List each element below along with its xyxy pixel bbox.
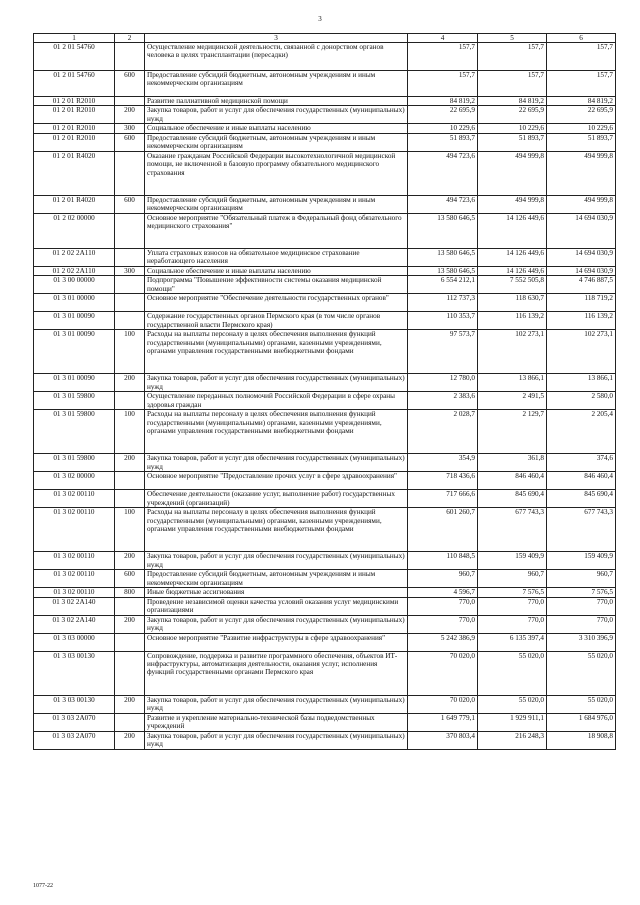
row-amount-year1: 10 229,6 [408, 124, 478, 133]
row-code: 01 3 02 00110 [34, 552, 115, 570]
row-code: 01 2 01 54760 [34, 71, 115, 97]
row-amount-year1: 97 573,7 [408, 330, 478, 374]
row-amount-year2: 22 695,9 [478, 106, 547, 124]
row-amount-year2: 10 229,6 [478, 124, 547, 133]
row-amount-year3: 770,0 [547, 597, 616, 615]
row-name: Уплата страховых взносов на обязательное медицинское страхование неработающего населения [145, 248, 408, 266]
row-code: 01 3 02 2А140 [34, 615, 115, 633]
table-body [34, 43, 616, 750]
table-row [34, 276, 616, 294]
row-expense-type [115, 43, 145, 71]
row-name: Основное мероприятие "Развитие инфраструктуры в сфере здравоохранения" [145, 633, 408, 651]
row-amount-year2: 102 273,1 [478, 330, 547, 374]
row-name: Основное мероприятие "Обеспечение деятельности государственных органов" [145, 294, 408, 312]
row-amount-year3: 10 229,6 [547, 124, 616, 133]
table-row [34, 713, 616, 731]
table-row [34, 695, 616, 713]
row-expense-type: 600 [115, 71, 145, 97]
table-row [34, 133, 616, 151]
row-code: 01 3 02 00000 [34, 472, 115, 490]
row-expense-type [115, 597, 145, 615]
row-amount-year1: 5 242 386,9 [408, 633, 478, 651]
row-expense-type [115, 312, 145, 330]
row-amount-year1: 1 649 779,1 [408, 713, 478, 731]
row-expense-type [115, 248, 145, 266]
row-expense-type [115, 276, 145, 294]
row-code: 01 3 02 2А140 [34, 597, 115, 615]
row-amount-year2: 14 126 449,6 [478, 213, 547, 248]
table-row [34, 552, 616, 570]
row-amount-year3: 116 139,2 [547, 312, 616, 330]
table-row [34, 570, 616, 588]
row-amount-year2: 845 690,4 [478, 490, 547, 508]
row-amount-year2: 7 552 505,8 [478, 276, 547, 294]
row-amount-year2: 157,7 [478, 43, 547, 71]
row-name: Расходы на выплаты персоналу в целях обеспечения выполнения функций государственными (муниципальными) органами, казенными учреждениями, органами управления государственными внебюджетными фондами [145, 410, 408, 454]
row-code: 01 3 02 00110 [34, 508, 115, 552]
row-expense-type: 200 [115, 615, 145, 633]
row-expense-type [115, 151, 145, 195]
row-code: 01 2 02 2А110 [34, 266, 115, 275]
table-row [34, 195, 616, 213]
row-code: 01 3 03 00130 [34, 695, 115, 713]
row-amount-year1: 4 596,7 [408, 588, 478, 597]
row-code: 01 3 03 00000 [34, 633, 115, 651]
row-amount-year2: 159 409,9 [478, 552, 547, 570]
row-name: Предоставление субсидий бюджетным, автономным учреждениям и иным некоммерческим организациям [145, 133, 408, 151]
row-name: Основное мероприятие "Предоставление прочих услуг в сфере здравоохранения" [145, 472, 408, 490]
row-name: Закупка товаров, работ и услуг для обеспечения государственных (муниципальных) нужд [145, 695, 408, 713]
row-expense-type: 100 [115, 330, 145, 374]
row-amount-year1: 354,9 [408, 454, 478, 472]
row-code: 01 3 03 00130 [34, 651, 115, 695]
table-row [34, 106, 616, 124]
row-expense-type [115, 294, 145, 312]
row-expense-type: 100 [115, 508, 145, 552]
row-amount-year1: 13 580 646,5 [408, 266, 478, 275]
row-expense-type: 300 [115, 266, 145, 275]
row-amount-year3: 677 743,3 [547, 508, 616, 552]
row-amount-year3: 4 746 887,5 [547, 276, 616, 294]
row-amount-year1: 22 695,9 [408, 106, 478, 124]
row-expense-type: 300 [115, 124, 145, 133]
row-amount-year1: 717 666,6 [408, 490, 478, 508]
row-amount-year3: 118 719,2 [547, 294, 616, 312]
row-code: 01 2 01 R4020 [34, 195, 115, 213]
row-amount-year1: 110 353,7 [408, 312, 478, 330]
row-name: Обеспечение деятельности (оказание услуг, выполнение работ) государственных учреждений (организаций) [145, 490, 408, 508]
row-code: 01 3 02 00110 [34, 570, 115, 588]
table-row [34, 151, 616, 195]
row-code: 01 3 01 00000 [34, 294, 115, 312]
table-row [34, 472, 616, 490]
table-row [34, 294, 616, 312]
row-name: Основное мероприятие "Обязательный платеж в Федеральный фонд обязательного медицинского страхования" [145, 213, 408, 248]
row-amount-year1: 718 436,6 [408, 472, 478, 490]
row-expense-type: 200 [115, 454, 145, 472]
page-number: 3 [318, 15, 322, 23]
row-code: 01 2 01 R4020 [34, 151, 115, 195]
table-row [34, 124, 616, 133]
header-col-6: 6 [547, 34, 616, 43]
row-amount-year3: 18 908,8 [547, 731, 616, 749]
table-row [34, 43, 616, 71]
row-name: Развитие паллиативной медицинской помощи [145, 97, 408, 106]
row-amount-year2: 216 248,3 [478, 731, 547, 749]
header-row [34, 34, 616, 43]
row-expense-type: 200 [115, 731, 145, 749]
table-row [34, 213, 616, 248]
table-row [34, 454, 616, 472]
row-amount-year2: 361,8 [478, 454, 547, 472]
table-row [34, 392, 616, 410]
row-amount-year1: 12 780,0 [408, 374, 478, 392]
row-amount-year3: 846 460,4 [547, 472, 616, 490]
table-row [34, 588, 616, 597]
row-amount-year1: 494 723,6 [408, 195, 478, 213]
row-amount-year3: 55 020,0 [547, 695, 616, 713]
row-amount-year3: 14 694 030,9 [547, 213, 616, 248]
row-amount-year1: 110 848,5 [408, 552, 478, 570]
row-code: 01 2 02 2А110 [34, 248, 115, 266]
row-name: Предоставление субсидий бюджетным, автономным учреждениям и иным некоммерческим организациям [145, 71, 408, 97]
row-amount-year3: 14 694 030,9 [547, 248, 616, 266]
row-name: Закупка товаров, работ и услуг для обеспечения государственных (муниципальных) нужд [145, 731, 408, 749]
row-amount-year2: 14 126 449,6 [478, 266, 547, 275]
table-row [34, 651, 616, 695]
row-amount-year1: 157,7 [408, 43, 478, 71]
row-name: Содержание государственных органов Пермского края (в том числе органов государственной власти Пермского края) [145, 312, 408, 330]
header-col-2: 2 [115, 34, 145, 43]
row-name: Закупка товаров, работ и услуг для обеспечения государственных (муниципальных) нужд [145, 374, 408, 392]
row-name: Закупка товаров, работ и услуг для обеспечения государственных (муниципальных) нужд [145, 106, 408, 124]
row-expense-type [115, 633, 145, 651]
row-amount-year1: 370 803,4 [408, 731, 478, 749]
row-name: Проведение независимой оценки качества условий оказания услуг медицинскими организациями [145, 597, 408, 615]
row-amount-year2: 13 866,1 [478, 374, 547, 392]
row-name: Закупка товаров, работ и услуг для обеспечения государственных (муниципальных) нужд [145, 615, 408, 633]
row-amount-year1: 6 554 212,1 [408, 276, 478, 294]
row-amount-year2: 494 999,8 [478, 151, 547, 195]
row-amount-year3: 102 273,1 [547, 330, 616, 374]
row-amount-year1: 84 819,2 [408, 97, 478, 106]
row-amount-year2: 51 893,7 [478, 133, 547, 151]
row-amount-year2: 157,7 [478, 71, 547, 97]
row-expense-type: 100 [115, 410, 145, 454]
row-amount-year1: 494 723,6 [408, 151, 478, 195]
header-col-3: 3 [145, 34, 408, 43]
row-amount-year3: 84 819,2 [547, 97, 616, 106]
row-code: 01 3 03 2А070 [34, 731, 115, 749]
table-row [34, 266, 616, 275]
row-amount-year1: 13 580 646,5 [408, 248, 478, 266]
row-name: Сопровождение, поддержка и развитие программного обеспечения, объектов ИТ-инфраструктуры, автоматизация деятельности, оказания услуг, исполнения функций государственными органами Пермского края [145, 651, 408, 695]
row-amount-year3: 1 684 976,0 [547, 713, 616, 731]
row-amount-year3: 7 576,5 [547, 588, 616, 597]
row-amount-year1: 51 893,7 [408, 133, 478, 151]
row-amount-year3: 494 999,8 [547, 195, 616, 213]
row-expense-type [115, 97, 145, 106]
row-amount-year2: 116 139,2 [478, 312, 547, 330]
row-expense-type: 600 [115, 195, 145, 213]
row-amount-year1: 770,0 [408, 615, 478, 633]
row-amount-year2: 846 460,4 [478, 472, 547, 490]
row-name: Иные бюджетные ассигнования [145, 588, 408, 597]
row-amount-year1: 70 020,0 [408, 695, 478, 713]
table-row [34, 731, 616, 749]
row-amount-year2: 55 020,0 [478, 695, 547, 713]
row-expense-type: 600 [115, 570, 145, 588]
row-amount-year2: 1 929 911,1 [478, 713, 547, 731]
row-amount-year3: 157,7 [547, 71, 616, 97]
row-amount-year2: 770,0 [478, 597, 547, 615]
row-expense-type [115, 651, 145, 695]
header-col-5: 5 [478, 34, 547, 43]
row-amount-year3: 374,6 [547, 454, 616, 472]
row-code: 01 2 01 R2010 [34, 133, 115, 151]
header-col-4: 4 [408, 34, 478, 43]
row-expense-type [115, 392, 145, 410]
row-amount-year2: 7 576,5 [478, 588, 547, 597]
row-amount-year3: 159 409,9 [547, 552, 616, 570]
row-name: Подпрограмма "Повышение эффективности системы оказания медицинской помощи" [145, 276, 408, 294]
row-name: Закупка товаров, работ и услуг для обеспечения государственных (муниципальных) нужд [145, 552, 408, 570]
row-amount-year3: 2 205,4 [547, 410, 616, 454]
row-name: Оказание гражданам Российской Федерации высокотехнологичной медицинской помощи, не включенной в базовую программу обязательного медицинского страхования [145, 151, 408, 195]
table-row [34, 410, 616, 454]
table-row [34, 330, 616, 374]
row-code: 01 2 02 00000 [34, 213, 115, 248]
row-amount-year3: 3 310 396,9 [547, 633, 616, 651]
row-amount-year2: 677 743,3 [478, 508, 547, 552]
row-amount-year3: 770,0 [547, 615, 616, 633]
row-name: Предоставление субсидий бюджетным, автономным учреждениям и иным некоммерческим организациям [145, 195, 408, 213]
row-amount-year3: 51 893,7 [547, 133, 616, 151]
row-name: Предоставление субсидий бюджетным, автономным учреждениям и иным некоммерческим организациям [145, 570, 408, 588]
row-amount-year3: 22 695,9 [547, 106, 616, 124]
row-expense-type [115, 472, 145, 490]
row-amount-year2: 960,7 [478, 570, 547, 588]
row-amount-year2: 494 999,8 [478, 195, 547, 213]
row-name: Осуществление переданных полномочий Российской Федерации в сфере охраны здоровья граждан [145, 392, 408, 410]
row-amount-year1: 157,7 [408, 71, 478, 97]
row-code: 01 3 01 59800 [34, 454, 115, 472]
row-amount-year2: 14 126 449,6 [478, 248, 547, 266]
row-code: 01 2 01 R2010 [34, 124, 115, 133]
row-code: 01 3 02 00110 [34, 490, 115, 508]
row-name: Развитие и укрепление материально-технической базы подведомственных учреждений [145, 713, 408, 731]
row-amount-year3: 13 866,1 [547, 374, 616, 392]
row-amount-year3: 494 999,8 [547, 151, 616, 195]
table-row [34, 597, 616, 615]
row-expense-type: 200 [115, 695, 145, 713]
row-amount-year3: 14 694 030,9 [547, 266, 616, 275]
row-code: 01 3 01 00090 [34, 312, 115, 330]
row-expense-type: 200 [115, 374, 145, 392]
row-amount-year1: 601 260,7 [408, 508, 478, 552]
row-amount-year2: 6 135 397,4 [478, 633, 547, 651]
budget-table [33, 33, 616, 750]
table-row [34, 490, 616, 508]
footer-code: 1077-22 [33, 883, 53, 889]
row-code: 01 2 01 R2010 [34, 97, 115, 106]
table-row [34, 508, 616, 552]
row-code: 01 2 01 54760 [34, 43, 115, 71]
row-expense-type [115, 713, 145, 731]
row-amount-year1: 2 383,6 [408, 392, 478, 410]
row-amount-year2: 2 491,5 [478, 392, 547, 410]
row-name: Закупка товаров, работ и услуг для обеспечения государственных (муниципальных) нужд [145, 454, 408, 472]
row-code: 01 3 01 59800 [34, 392, 115, 410]
row-expense-type: 800 [115, 588, 145, 597]
row-code: 01 3 02 00110 [34, 588, 115, 597]
row-amount-year2: 118 630,7 [478, 294, 547, 312]
row-code: 01 3 00 00000 [34, 276, 115, 294]
row-amount-year2: 2 129,7 [478, 410, 547, 454]
row-expense-type [115, 213, 145, 248]
row-code: 01 2 01 R2010 [34, 106, 115, 124]
row-code: 01 3 01 00090 [34, 330, 115, 374]
row-amount-year3: 845 690,4 [547, 490, 616, 508]
row-amount-year2: 55 020,0 [478, 651, 547, 695]
row-amount-year1: 13 580 646,5 [408, 213, 478, 248]
row-amount-year3: 2 580,0 [547, 392, 616, 410]
row-amount-year3: 157,7 [547, 43, 616, 71]
row-expense-type [115, 490, 145, 508]
row-expense-type: 600 [115, 133, 145, 151]
row-amount-year2: 84 819,2 [478, 97, 547, 106]
table-row [34, 312, 616, 330]
row-amount-year3: 960,7 [547, 570, 616, 588]
row-amount-year1: 112 737,3 [408, 294, 478, 312]
row-name: Расходы на выплаты персоналу в целях обеспечения выполнения функций государственными (муниципальными) органами, казенными учреждениями, органами управления государственными внебюджетными фондами [145, 508, 408, 552]
row-expense-type: 200 [115, 106, 145, 124]
table-row [34, 374, 616, 392]
row-amount-year2: 770,0 [478, 615, 547, 633]
table-row [34, 71, 616, 97]
row-code: 01 3 03 2А070 [34, 713, 115, 731]
table-row [34, 615, 616, 633]
row-amount-year1: 770,0 [408, 597, 478, 615]
table-row [34, 248, 616, 266]
row-amount-year1: 960,7 [408, 570, 478, 588]
header-col-1: 1 [34, 34, 115, 43]
row-expense-type: 200 [115, 552, 145, 570]
row-name: Осуществление медицинской деятельности, связанной с донорством органов человека в целях трансплантации (пересадки) [145, 43, 408, 71]
table-row [34, 633, 616, 651]
row-amount-year1: 2 028,7 [408, 410, 478, 454]
row-code: 01 3 01 59800 [34, 410, 115, 454]
row-code: 01 3 01 00090 [34, 374, 115, 392]
row-name: Расходы на выплаты персоналу в целях обеспечения выполнения функций государственными (муниципальными) органами, казенными учреждениями, органами управления государственными внебюджетными фондами [145, 330, 408, 374]
row-name: Социальное обеспечение и иные выплаты населению [145, 266, 408, 275]
table-row [34, 97, 616, 106]
row-amount-year3: 55 020,0 [547, 651, 616, 695]
row-name: Социальное обеспечение и иные выплаты населению [145, 124, 408, 133]
row-amount-year1: 70 020,0 [408, 651, 478, 695]
